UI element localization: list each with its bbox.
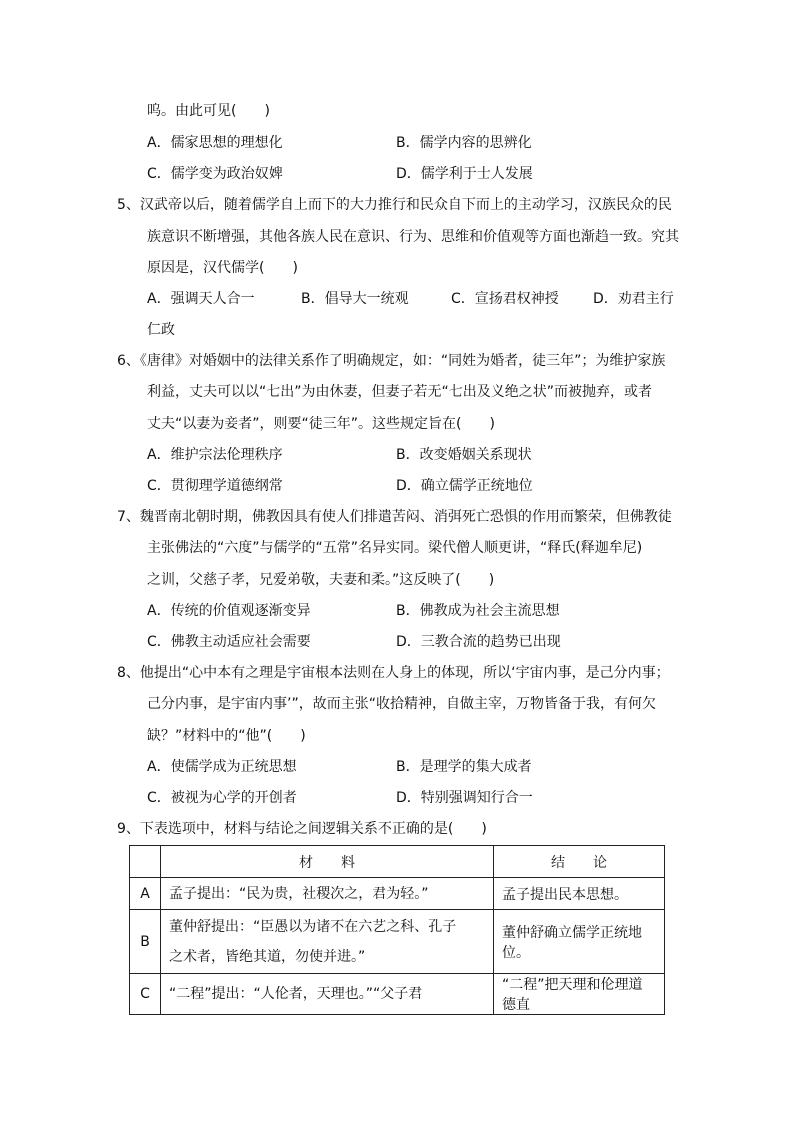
q7-stem-line: 之训，父慈子孝，兄爱弟敬，夫妻和柔。”这反映了( ) — [147, 572, 495, 588]
q6-option-b: B．改变婚姻关系现状 — [396, 447, 532, 463]
material-line: “二程”提出：“人伦者，天理也。”“父子君 — [169, 986, 423, 1002]
row-material — [161, 878, 494, 910]
q4-option-a: A．儒家思想的理想化 — [147, 135, 283, 151]
q7-option-a: A．传统的价值观逐渐变异 — [147, 603, 311, 619]
q5-option-c: C．宣扬君权神授 — [451, 291, 559, 307]
q8-stem-line: 己分内事，是宇宙内事’”，故而主张“收拾精神，自做主宰，万物皆备于我，有何欠 — [147, 696, 656, 712]
q5-stem-line: 原因是，汉代儒学( ) — [147, 260, 298, 276]
q6-stem-line: 6、《唐律》对婚姻中的法律关系作了明确规定，如：“同姓为婚者，徒三年”；为维护家族 — [117, 353, 666, 369]
q5-option-b: B．倡导大一统观 — [301, 291, 409, 307]
row-conclusion: “二程”把天理和伦理道德直 — [494, 974, 665, 1015]
q4-option-d: D．儒学利于士人发展 — [396, 166, 533, 182]
q6-stem-line: 丈夫“以妻为妾者”，则要“徒三年”。这些规定旨在( ) — [147, 416, 495, 432]
row-key: B — [130, 910, 161, 974]
q8-option-d: D．特别强调知行合一 — [396, 790, 533, 806]
row-key: C — [130, 974, 161, 1015]
material-line: 之术者，皆绝其道，勿使并进。” — [169, 948, 366, 965]
row-key: A — [130, 878, 161, 910]
q5-stem-line: 族意识不断增强，其他各族人民在意识、行为、思维和价值观等方面也渐趋一致。究其 — [147, 229, 679, 245]
q4-option-c: C．儒学变为政治奴婢 — [147, 166, 283, 182]
material-line: 孟子提出：“民为贵，社稷次之，君为轻。” — [169, 885, 429, 902]
q7-stem-line: 主张佛法的“六度”与儒学的“五常”名异实同。梁代僧人顺更讲，“释氏(释迦牟尼) — [147, 540, 643, 556]
q8-option-c: C．被视为心学的开创者 — [147, 790, 297, 806]
q5-option-a: A．强调天人合一 — [147, 291, 255, 307]
q8-option-b: B．是理学的集大成者 — [396, 759, 532, 775]
table-header-material: 材 料 — [161, 846, 494, 878]
q6-option-a: A．维护宗法伦理秩序 — [147, 447, 283, 463]
q6-option-c: C．贯彻理学道德纲常 — [147, 478, 283, 494]
q4-stem-tail: 呜。由此可见( ) — [147, 103, 270, 119]
table-row — [130, 910, 665, 974]
q6-option-d: D．确立儒学正统地位 — [396, 478, 533, 494]
q6-stem-line: 利益，丈夫可以以“七出”为由休妻，但妻子若无“七出及义绝之状”而被抛弃，或者 — [147, 384, 653, 400]
q5-stem-line: 5、汉武帝以后，随着儒学自上而下的大力推行和民众自下而上的主动学习，汉族民众的民 — [117, 197, 672, 213]
q7-stem-line: 7、魏晋南北朝时期，佛教因具有使人们排遣苦闷、消弭死亡恐惧的作用而繁荣，但佛教徒 — [117, 509, 672, 525]
q4-option-b: B．儒学内容的思辨化 — [396, 135, 532, 151]
q5-option-d-wrap: 仁政 — [147, 322, 175, 338]
table-header-row — [130, 846, 665, 878]
table-header-conclusion: 结 论 — [494, 846, 665, 878]
q8-stem-line: 缺？”材料中的“他”( ) — [147, 728, 306, 744]
material-line: 董仲舒提出：“臣愚以为诸不在六艺之科、孔子 — [169, 918, 457, 935]
q7-option-d: D．三教合流的趋势已出现 — [396, 634, 561, 650]
row-material — [161, 910, 494, 974]
q8-stem-line: 8、他提出“心中本有之理是宇宙根本法则在人身上的体现，所以‘宇宙内事，是己分内事； — [117, 665, 670, 681]
q9-table — [129, 845, 665, 1015]
q7-option-c: C．佛教主动适应社会需要 — [147, 634, 311, 650]
q7-option-b: B．佛教成为社会主流思想 — [396, 603, 560, 619]
table-row — [130, 974, 665, 1015]
q9-stem: 9、下表选项中，材料与结论之间逻辑关系不正确的是( ) — [117, 821, 487, 837]
table-header-key — [130, 846, 161, 878]
row-conclusion: 董仲舒确立儒学正统地位。 — [494, 910, 665, 974]
table-row — [130, 878, 665, 910]
q8-option-a: A．使儒学成为正统思想 — [147, 759, 297, 775]
row-material — [161, 974, 494, 1015]
q5-option-d: D．劝君主行 — [593, 291, 674, 307]
row-conclusion: 孟子提出民本思想。 — [494, 878, 665, 910]
